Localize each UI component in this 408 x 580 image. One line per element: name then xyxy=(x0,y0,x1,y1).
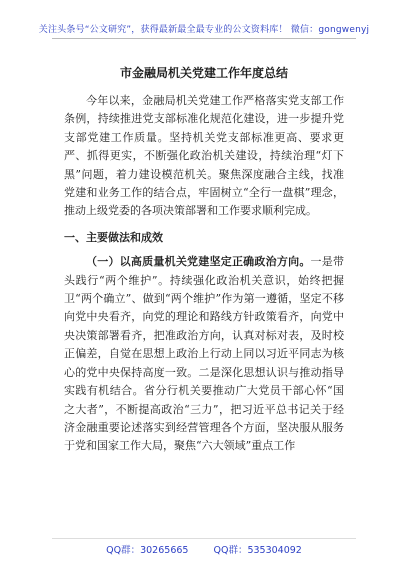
footer-qq-group-1: QQ群：30265665 xyxy=(106,545,189,556)
footer-contacts xyxy=(0,542,408,556)
header-divider xyxy=(52,38,356,39)
sub-section-text: 一是带头践行“两个维护”。持续强化政治机关意识，始终把握卫“两个确立”、做到“两个维护”作为第一遵循，坚定不移向党中央看齐，向党的理论和路线方针政策看齐，向党中央决策部署看齐，把准政治方向，认真对标对表，及时校正偏差，自觉在思想上政治上行动上同以习近平同志为核心的党中央保持高度一致。二是深化思想认识与推动指导实践有机结合。省分行机关要推动广大党员干部心怀“国之大者”，不断提高政治“三力”，把习近平总书记关于经济金融重要论述落实到经营管理各个方面，坚决服从服务于党和国家工作大局，聚焦“六大领域”重点工作 xyxy=(64,255,345,453)
document-title: 市金融局机关党建工作年度总结 xyxy=(119,66,288,80)
section-heading: 一、主要做法和成效 xyxy=(64,230,163,244)
sub-section-heading: （一）以高质量机关党建坚定正确政治方向。 xyxy=(86,255,311,269)
header-banner: 关注头条号“公文研究”，获得最新最全最专业的公文资料库！ 微信：gongwenyj xyxy=(38,25,370,35)
footer-divider xyxy=(52,538,356,539)
footer-qq-group-2: QQ群：535304092 xyxy=(213,545,302,556)
sub-section-paragraph xyxy=(64,253,344,455)
intro-paragraph: 今年以来，金融局机关党建工作严格落实党支部工作条例，持续推进党支部标准化规范化建设，进一步提升党支部党建工作质量。坚持机关党支部标准更高、要求更严、抓得更实，不断强化政治机关建设，持续治理“灯下黑”问题，着力建设模范机关。聚焦深度融合主线，找准党建和业务工作的结合点，牢固树立“全行一盘棋”理念，推动上级党委的各项决策部署和工作要求顺利完成。 xyxy=(64,94,344,218)
document-body xyxy=(64,92,344,456)
